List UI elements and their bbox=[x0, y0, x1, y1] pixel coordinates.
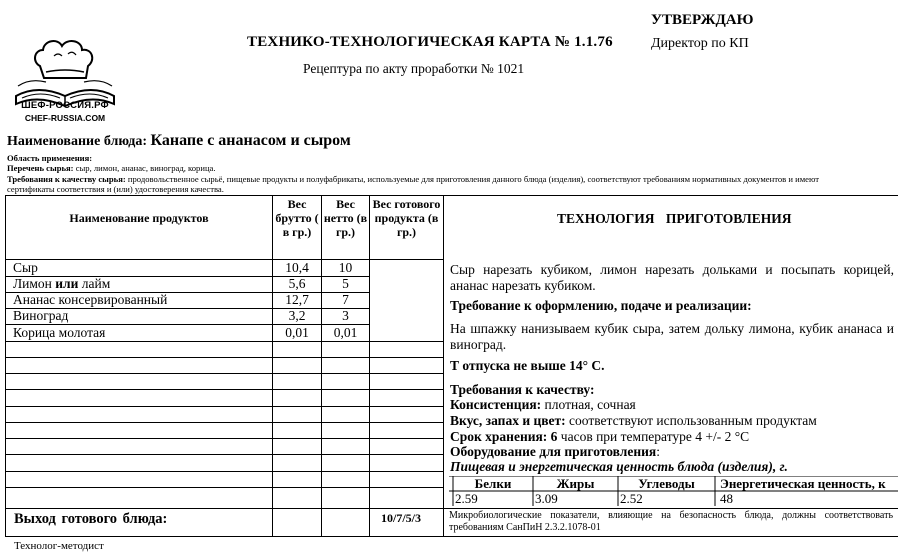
serving-temperature: Т отпуска не выше 14° С. bbox=[450, 358, 605, 373]
document-title: ТЕХНИКО-ТЕХНОЛОГИЧЕСКАЯ КАРТА № 1.1.76 bbox=[247, 34, 613, 50]
row-line bbox=[5, 422, 444, 423]
ingredient-gross: 0,01 bbox=[285, 325, 309, 340]
taste: Вкус, запах и цвет: соответствуют использованным продуктам bbox=[450, 413, 817, 428]
nutrition-value-carbs: 2.52 bbox=[620, 491, 643, 506]
ingredient-name: Корица молотая bbox=[13, 325, 106, 340]
ingredient-gross: 10,4 bbox=[285, 260, 309, 275]
serving-text: На шпажку нанизываем кубик сыра, затем дольку лимона, кубик ананаса и виноград. bbox=[450, 321, 894, 352]
row-line bbox=[5, 508, 898, 509]
nutrition-header-energy: Энергетическая ценность, к bbox=[720, 476, 886, 491]
header-finished: Вес готового продукта (в гр.) bbox=[372, 197, 441, 239]
microbiology-note: Микробиологические показатели, влияющие на безопасность блюда, должны соответствовать требованиям СанПиН 2.3.2.1078-01 bbox=[449, 510, 893, 533]
ingredient-net: 5 bbox=[342, 276, 349, 291]
ingredient-gross: 12,7 bbox=[285, 292, 309, 307]
col-divider bbox=[272, 195, 273, 537]
quality-title: Требования к качеству: bbox=[450, 382, 595, 397]
yield-label: Выход готового блюда: bbox=[14, 511, 168, 527]
row-line bbox=[5, 471, 444, 472]
row-line bbox=[5, 259, 444, 260]
consistency: Консистенция: плотная, сочная bbox=[450, 397, 636, 412]
technology-step: Сыр нарезать кубиком, лимон нарезать дольками и посыпать корицей, ананас нарезать кубиком. bbox=[450, 262, 894, 293]
dish-name: Канапе с ананасом и сыром bbox=[150, 132, 351, 149]
raw-list bbox=[7, 163, 216, 173]
row-line bbox=[5, 487, 444, 488]
nutrition-value-energy: 48 bbox=[720, 491, 733, 506]
ingredient-name-part: Лимон bbox=[13, 276, 56, 291]
logo-text-ru: ШЕФ-РОССИЯ.РФ bbox=[21, 100, 109, 111]
technologist-signature: Технолог-методист bbox=[14, 540, 104, 552]
ingredient-net: 0,01 bbox=[333, 325, 358, 340]
row-line bbox=[5, 406, 444, 407]
header-technology: ТЕХНОЛОГИЯ ПРИГОТОВЛЕНИЯ bbox=[557, 211, 792, 226]
row-line bbox=[5, 357, 444, 358]
ingredient-name-part: лайм bbox=[78, 276, 111, 291]
row-line bbox=[5, 341, 444, 342]
col-divider bbox=[443, 195, 444, 537]
dish-title bbox=[7, 132, 351, 150]
ingredient-name: Виноград bbox=[13, 308, 69, 323]
raw-quality-value-2: сертификаты соответствия и (или) удостоверения качества. bbox=[7, 184, 224, 194]
col-divider bbox=[369, 195, 370, 537]
ingredient-name bbox=[13, 276, 110, 292]
document-subtitle: Рецептура по акту проработки № 1021 bbox=[303, 61, 525, 76]
scope-label: Область применения: bbox=[7, 153, 93, 163]
yield-value: 10/7/5/3 bbox=[381, 511, 422, 525]
nutrition-value-protein: 2.59 bbox=[455, 491, 478, 506]
row-line bbox=[5, 438, 444, 439]
row-line bbox=[5, 373, 444, 374]
nutrition-header-fat: Жиры bbox=[556, 476, 595, 491]
header-net: Вес нетто (в гр.) bbox=[323, 197, 368, 239]
ingredient-net: 3 bbox=[342, 308, 349, 323]
ingredient-name: Ананас консервированный bbox=[13, 292, 168, 307]
ingredient-name-or: или bbox=[55, 276, 79, 291]
raw-label: Перечень сырья: bbox=[7, 163, 74, 173]
storage: Срок хранения: 6 часов при температуре 4 +/- 2 °С bbox=[450, 429, 750, 444]
ingredient-net: 10 bbox=[338, 260, 353, 275]
nutrition-title: Пищевая и энергетическая ценность блюда (изделия), г. bbox=[450, 459, 788, 474]
ingredient-name: Сыр bbox=[13, 260, 38, 275]
raw-quality bbox=[7, 174, 819, 184]
equipment: Оборудование для приготовления: bbox=[450, 444, 660, 459]
raw-quality-label: Требования к качеству сырья: bbox=[7, 174, 126, 184]
header-product: Наименование продуктов bbox=[69, 211, 209, 225]
header-gross: Вес брутто ( в гр.) bbox=[275, 197, 319, 239]
nutrition-header-carbs: Углеводы bbox=[638, 476, 695, 491]
nutrition-value-fat: 3.09 bbox=[535, 491, 558, 506]
col-divider bbox=[321, 195, 322, 537]
director-label: Директор по КП bbox=[651, 36, 749, 51]
dish-label: Наименование блюда: bbox=[7, 134, 147, 149]
ingredient-gross: 3,2 bbox=[288, 308, 306, 323]
row-line bbox=[5, 389, 444, 390]
approve-label: УТВЕРЖДАЮ bbox=[651, 12, 754, 28]
raw-quality-value: продовольственное сырьё, пищевые продукты и полуфабрикаты, используемые для приготовления данного блюда (изделия), соответствуют требованиям нормативных документов и имеют bbox=[127, 174, 820, 184]
logo-text-en: CHEF-RUSSIA.COM bbox=[24, 113, 106, 123]
serving-title: Требование к оформлению, подаче и реализации: bbox=[450, 298, 752, 313]
raw-value: сыр, лимон, ананас, виноград, корица. bbox=[75, 163, 216, 173]
ingredient-net: 7 bbox=[342, 292, 349, 307]
nutrition-header-protein: Белки bbox=[474, 476, 512, 491]
ingredient-gross: 5,6 bbox=[288, 276, 306, 291]
row-line bbox=[5, 454, 444, 455]
